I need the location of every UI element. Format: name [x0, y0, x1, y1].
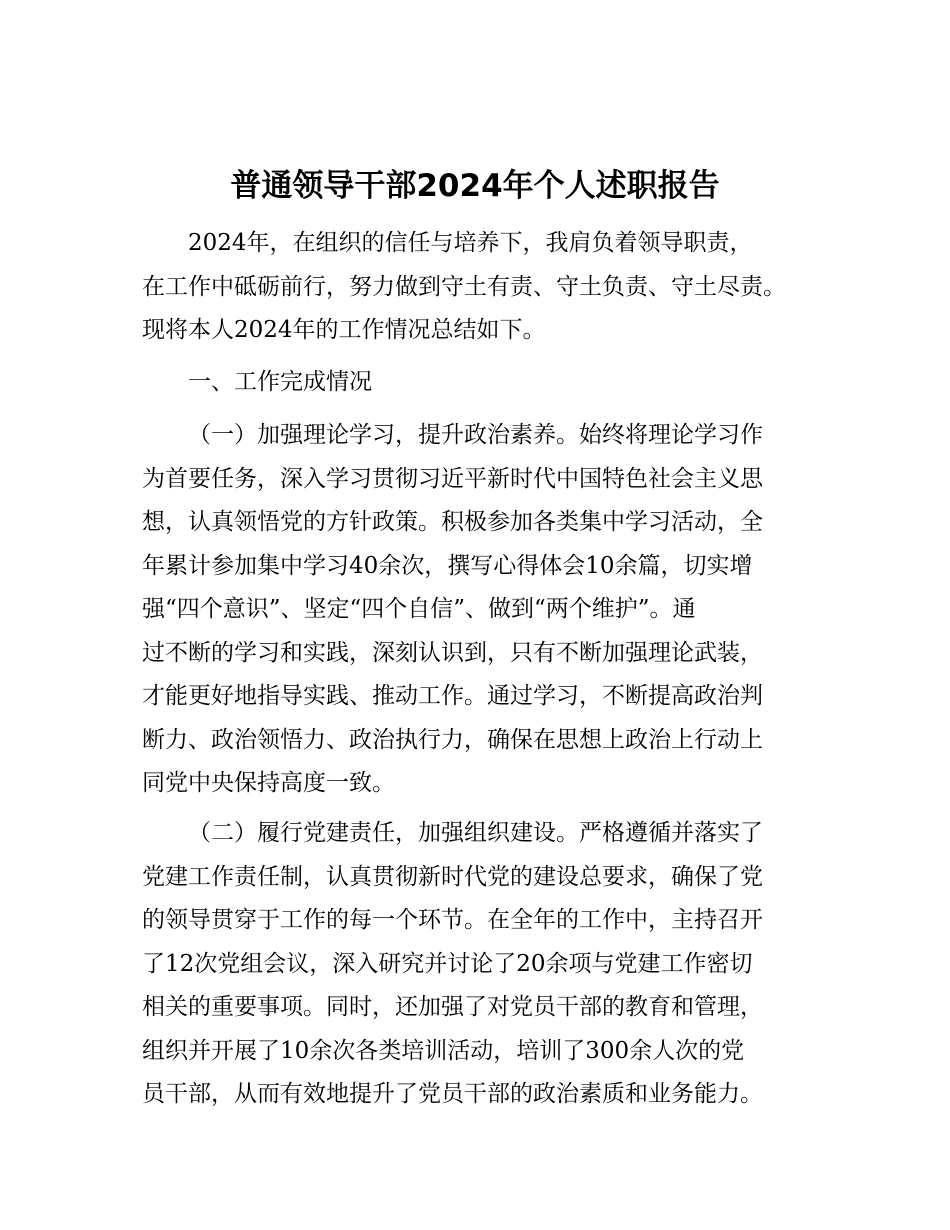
paragraph-line: 过不断的学习和实践，深刻认识到，只有不断加强理论武装，: [142, 639, 763, 666]
paragraph-line: 同党中央保持高度一致。: [142, 770, 395, 796]
paragraph-line: （一）加强理论学习，提升政治素养。始终将理论学习作: [188, 422, 763, 448]
paragraph-line: 强“四个意识”、坚定“四个自信”、做到“两个维护”。通: [142, 596, 696, 622]
paragraph-line: 年累计参加集中学习40余次，撰写心得体会10余篇，切实增: [142, 552, 753, 579]
paragraph-line: 相关的重要事项。同时，还加强了对党员干部的教育和管理，: [142, 994, 763, 1020]
paragraph-line: 在工作中砥砺前行，努力做到守土有责、守土负责、守土尽责。: [142, 273, 786, 300]
paragraph-line: 2024年，在组织的信任与培养下，我肩负着领导职责，: [188, 230, 753, 256]
paragraph-line: 才能更好地指导实践、推动工作。通过学习，不断提高政治判: [142, 683, 763, 709]
section-heading: [142, 361, 822, 405]
paragraph-line: 想，认真领悟党的方针政策。积极参加各类集中学习活动，全: [142, 509, 763, 535]
paragraph-line: 党建工作责任制，认真贯彻新时代党的建设总要求，确保了党: [142, 863, 763, 890]
subsection-2-paragraph: [142, 812, 822, 1117]
paragraph-line: 员干部，从而有效地提升了党员干部的政治素质和业务能力。: [142, 1081, 763, 1107]
paragraph-line: （二）履行党建责任，加强组织建设。严格遵循并落实了: [188, 820, 763, 846]
intro-paragraph: [142, 222, 822, 353]
section-heading-text: 一、工作完成情况: [188, 369, 372, 395]
paragraph-line: 为首要任务，深入学习贯彻习近平新时代中国特色社会主义思: [142, 465, 763, 492]
paragraph-line: 的领导贯穿于工作的每一个环节。在全年的工作中，主持召开: [142, 907, 763, 933]
subsection-1-paragraph: [142, 414, 822, 806]
paragraph-line: 组织并开展了10余次各类培训活动，培训了300余人次的党: [142, 1037, 745, 1064]
paragraph-line: 断力、政治领悟力、政治执行力，确保在思想上政治上行动上: [142, 726, 763, 753]
document-title: 普通领导干部2024年个人述职报告: [230, 168, 720, 204]
paragraph-line: 现将本人2024年的工作情况总结如下。: [142, 317, 546, 343]
paragraph-line: 了12次党组会议，深入研究并讨论了20余项与党建工作密切: [142, 950, 753, 977]
